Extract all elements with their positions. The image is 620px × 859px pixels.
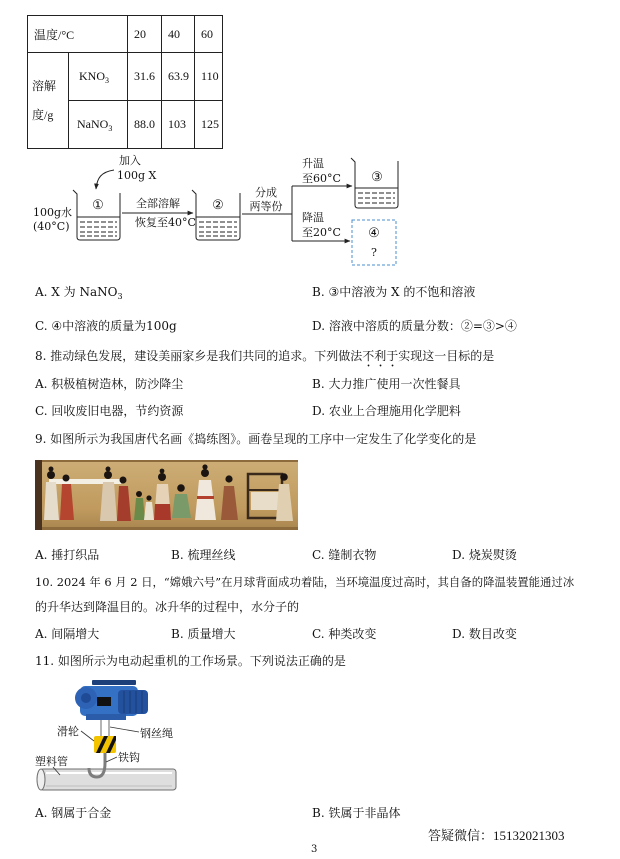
q8-stem-before: 8. 推动绿色发展，建设美丽家乡是我们共同的追求。下列做法: [35, 349, 363, 363]
formula-subscript: 3: [105, 76, 109, 85]
solubility-value: 110: [195, 53, 223, 101]
solubility-table: [27, 15, 223, 149]
q9-option-c: C. 缝制衣物: [312, 548, 377, 562]
label-wire-rope: 钢丝绳: [140, 727, 173, 740]
solubility-label: [28, 53, 69, 149]
table-row: [28, 53, 223, 101]
dissolve-label: 全部溶解: [136, 197, 180, 210]
q9-stem: 9. 如图所示为我国唐代名画《捣练图》。画卷呈现的工序中一定发生了化学变化的是: [35, 432, 477, 446]
q7-option-a: [35, 284, 123, 300]
temperature-cell: 40: [162, 16, 195, 53]
formula-subscript: 3: [108, 124, 113, 133]
q11-option-a: A. 钢属于合金: [35, 806, 112, 820]
container-4-unknown: ?: [371, 246, 377, 259]
beaker-2: [192, 190, 240, 240]
substance-kno3: [69, 53, 128, 101]
temperature-header: 温度/°C: [28, 16, 128, 53]
cool-label-line1: 降温: [302, 211, 324, 224]
beaker-3-label: ③: [371, 170, 383, 185]
q8-stem-emphasis: 不利于: [362, 349, 399, 363]
q9-option-a: A. 捶打织品: [35, 548, 100, 562]
water-temp-label: (40°C): [33, 220, 70, 233]
q7-option-a-text: A. X 为 NaNO: [35, 285, 118, 299]
page-number: 3: [311, 844, 318, 855]
solubility-value: 103: [162, 101, 195, 149]
label-iron-hook: 铁钩: [118, 751, 140, 764]
q9-option-b: B. 梳理丝线: [171, 548, 236, 562]
add-amount-label: 100g X: [117, 169, 157, 182]
table-header-row: [28, 16, 223, 53]
q10-option-a: A. 间隔增大: [35, 627, 100, 641]
solubility-value: 31.6: [128, 53, 162, 101]
beaker-3: [351, 158, 398, 208]
q8-stem-after: 实现这一目标的是: [398, 349, 495, 363]
solubility-label-line1: 溶解: [32, 78, 57, 93]
q11-option-b: B. 铁属于非晶体: [312, 806, 401, 820]
contact-info: 答疑微信：15132021303: [428, 828, 565, 843]
electric-hoist: [75, 680, 148, 720]
add-label: 加入: [119, 154, 141, 167]
add-arrow: [96, 170, 114, 189]
heat-label-line2: 至60°C: [302, 172, 341, 185]
restore-label: 恢复至40°C: [135, 216, 196, 229]
q10-option-b: B. 质量增大: [171, 627, 236, 641]
beaker-1: [73, 190, 120, 240]
solubility-label-line2: 度/g: [32, 107, 54, 122]
formula-subscript: 3: [117, 292, 123, 301]
solubility-value: 125: [195, 101, 223, 149]
solubility-value: 63.9: [162, 53, 195, 101]
temperature-cell: 60: [195, 16, 223, 53]
beaker-2-label: ②: [212, 198, 224, 213]
q8-option-c: C. 回收废旧电器，节约资源: [35, 404, 184, 418]
label-plastic-pipe: 塑料管: [35, 755, 68, 768]
water-label: 100g水: [33, 206, 73, 219]
q10-stem-line1: 10. 2024 年 6 月 2 日，“嫦娥六号”在月球背面成功着陆，当环境温度过高时，其自备的降温装置能通过冰: [35, 575, 575, 589]
q7-option-b: B. ③中溶液为 X 的不饱和溶液: [312, 285, 476, 299]
q8-option-b: B. 大力推广使用一次性餐具: [312, 377, 461, 391]
cool-label-line2: 至20°C: [302, 226, 341, 239]
substance-formula: KNO: [79, 69, 105, 83]
q7-option-d: D. 溶液中溶质的质量分数：②=③>④: [312, 319, 517, 333]
q9-option-d: D. 烧炭熨烫: [452, 548, 517, 562]
crane-figure: [33, 678, 181, 802]
split-label-line1: 分成: [255, 186, 277, 199]
dao-lian-tu-painting: [35, 460, 298, 530]
container-4-label: ④: [368, 226, 380, 241]
hook-block-pulley: [94, 736, 116, 753]
q10-stem-line2: 的升华达到降温目的。冰升华的过程中，水分子的: [35, 600, 300, 614]
q10-option-d: D. 数目改变: [452, 627, 517, 641]
q10-option-c: C. 种类改变: [312, 627, 377, 641]
q8-option-a: A. 积极植树造林，防沙降尘: [35, 377, 184, 391]
q7-option-c: C. ④中溶液的质量为100g: [35, 319, 177, 333]
beaker-1-label: ①: [92, 198, 104, 213]
solubility-value: 88.0: [128, 101, 162, 149]
wire-rope: [101, 720, 109, 737]
temperature-cell: 20: [128, 16, 162, 53]
painting-scroll-edge: [35, 460, 42, 530]
q8-stem: [35, 348, 494, 370]
heat-label-line1: 升温: [302, 157, 324, 170]
label-pulley: 滑轮: [57, 725, 79, 738]
experiment-diagram: [0, 150, 420, 275]
substance-nano3: [69, 101, 128, 149]
q8-option-d: D. 农业上合理施用化学肥料: [312, 404, 461, 418]
substance-formula: NaNO: [77, 117, 109, 131]
container-4-dashed-box: [352, 220, 396, 265]
split-label-line2: 两等份: [249, 200, 283, 213]
q11-stem: 11. 如图所示为电动起重机的工作场景。下列说法正确的是: [35, 654, 346, 668]
